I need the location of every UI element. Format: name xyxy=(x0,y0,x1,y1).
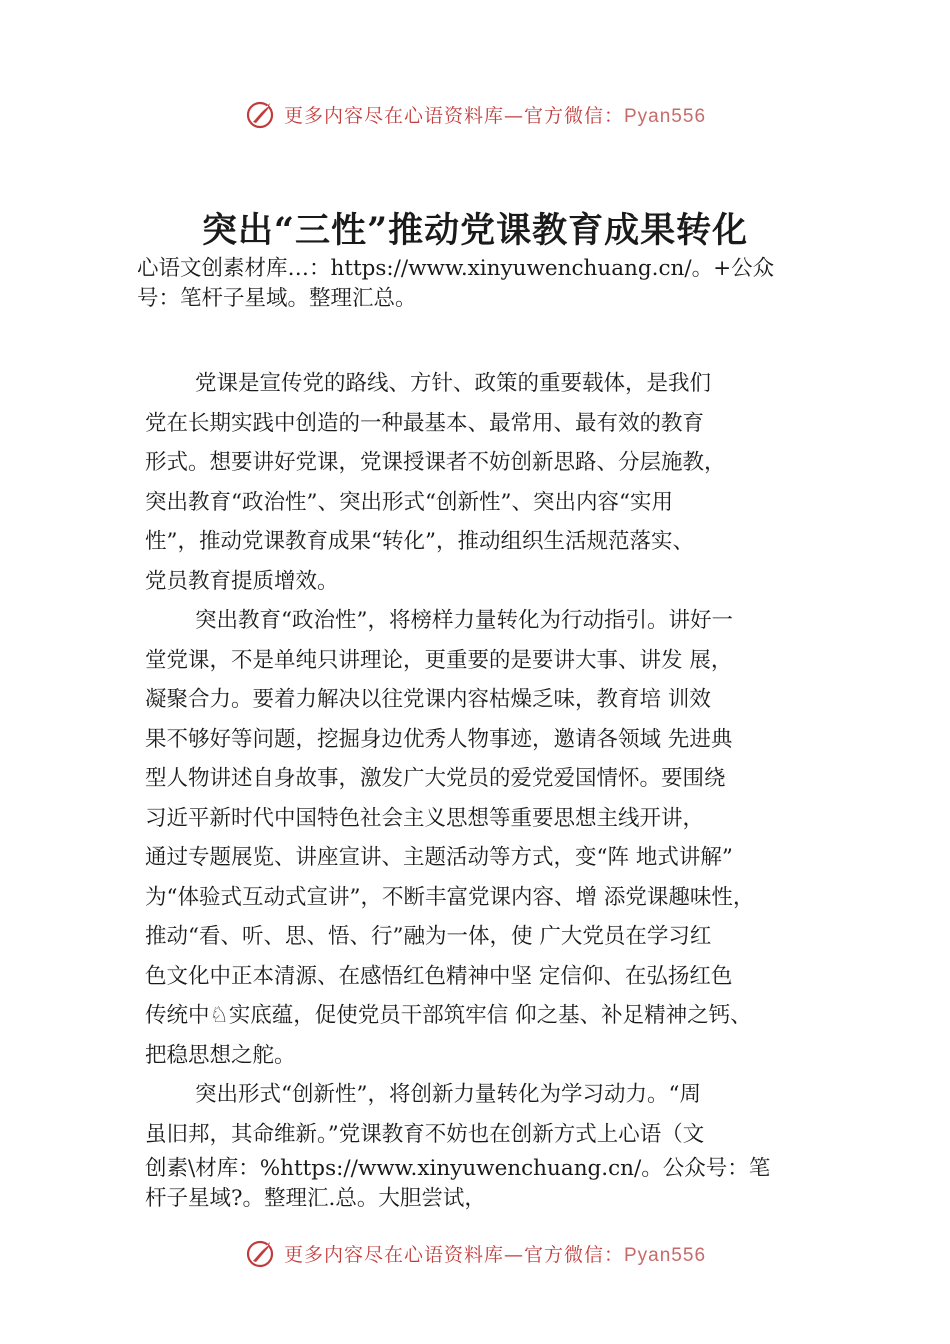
watermark-text: 更多内容尽在心语资料库—官方微信：Pyan556 xyxy=(283,104,707,127)
paragraph-political xyxy=(145,601,855,1075)
source-note xyxy=(137,254,857,314)
paragraph-innovation xyxy=(145,1075,855,1214)
document-title: 突出“三性”推动党课教育成果转化 xyxy=(201,210,749,251)
text-line: 形式。想要讲好党课，党课授课者不妨创新思路、分层施教， xyxy=(145,450,726,475)
text-line: 通过专题展览、讲座宣讲、主题活动等方式，变“阵 地式讲解” xyxy=(145,845,733,870)
text-line: 党员教育提质增效。 xyxy=(145,568,339,594)
text-line: 凝聚合力。要着力解决以往党课内容枯燥乏味，教育培 训效 xyxy=(145,687,711,712)
text-line: 为“体验式互动式宣讲”，不断丰富党课内容、增 添党课趣味性， xyxy=(145,884,755,910)
text-line: 突出形式“创新性”，将创新力量转化为学习动力。“周 xyxy=(195,1082,701,1107)
text-line: 突出教育“政治性”、突出形式“创新性”、突出内容“实用 xyxy=(145,489,673,515)
text-line: 党课是宣传党的路线、方针、政策的重要载体，是我们 xyxy=(195,371,712,396)
source-line: 号：笔杆子星域。整理汇总。 xyxy=(137,286,417,311)
text-line: 杆子星域?。整理汇.总。大胆尝试， xyxy=(145,1186,486,1211)
text-line: 把稳思想之舵。 xyxy=(145,1042,296,1068)
text-line: 推动“看、听、思、悟、行”融为一体，使 广大党员在学习红 xyxy=(145,924,712,949)
text-line: 党在长期实践中创造的一种最基本、最常用、最有效的教育 xyxy=(145,410,705,436)
paragraph-intro xyxy=(145,364,855,601)
text-line: 型人物讲述自身故事，激发广大党员的爱党爱国情怀。要围绕 xyxy=(145,766,726,791)
text-line: 虽旧邦，其命维新。”党课教育不妨也在创新方式上心语（文 xyxy=(145,1121,705,1147)
text-line: 突出教育“政治性”，将榜样力量转化为行动指引。讲好一 xyxy=(195,608,733,633)
watermark-text: 更多内容尽在心语资料库—官方微信：Pyan556 xyxy=(283,1243,707,1266)
quill-logo-icon xyxy=(244,1237,276,1269)
footer-watermark xyxy=(0,1233,950,1273)
source-line: 心语文创素材库…：https://www.xinyuwenchuang.cn/。+公众 xyxy=(137,256,775,281)
text-line: 性”，推动党课教育成果“转化”，推动组织生活规范落实、 xyxy=(145,529,694,554)
header-watermark xyxy=(0,94,950,134)
quill-logo-icon xyxy=(244,98,276,130)
text-line: 习近平新时代中国特色社会主义思想等重要思想主线开讲， xyxy=(145,805,705,831)
text-line: 果不够好等问题，挖掘身边优秀人物事迹，邀请各领域 先进典 xyxy=(145,726,733,752)
text-line: 传统中♘实底蕴，促使党员干部筑牢信 仰之基、补足精神之钙、 xyxy=(145,1003,752,1028)
text-line: 堂党课，不是单纯只讲理论，更重要的是要讲大事、讲发 展， xyxy=(145,647,733,673)
text-line: 创素\材库：%https://www.xinyuwenchuang.cn/。公众号：笔 xyxy=(145,1156,771,1181)
text-line: 色文化中正本清源、在感悟红色精神中坚 定信仰、在弘扬红色 xyxy=(145,963,733,989)
